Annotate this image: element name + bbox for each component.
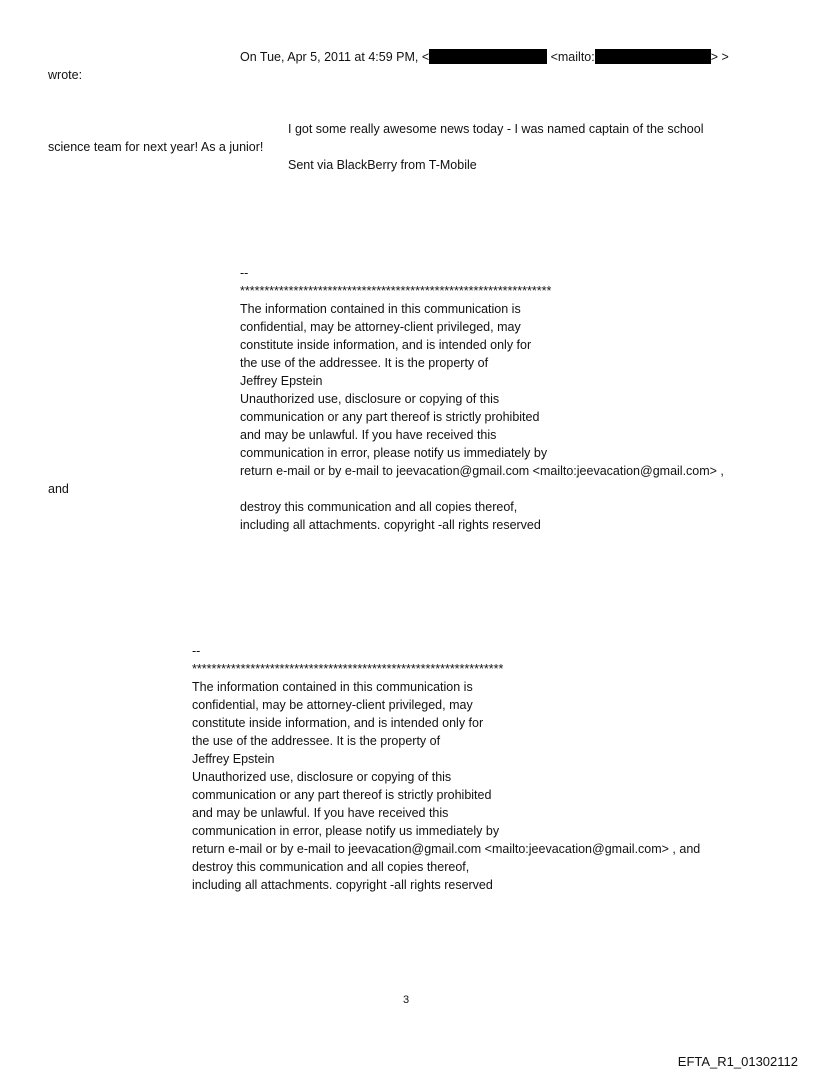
disclaimer-line: the use of the addressee. It is the property of — [240, 356, 489, 370]
disclaimer-line: return e-mail or by e-mail to jeevacation@gmail.com <mailto:jeevacation@gmail.com> , and — [192, 842, 701, 856]
disclaimer-line: communication in error, please notify us immediately by — [240, 446, 548, 460]
document-id: EFTA_R1_01302112 — [677, 1054, 798, 1069]
disclaimer-line: return e-mail or by e-mail to jeevacation@gmail.com <mailto:jeevacation@gmail.com> , — [240, 464, 724, 478]
disclaimer-line: constitute inside information, and is intended only for — [240, 338, 532, 352]
header-suffix: > > — [710, 50, 729, 64]
message-signature: Sent via BlackBerry from T-Mobile — [288, 158, 477, 172]
page-number: 3 — [403, 994, 410, 1006]
disclaimer-line: Jeffrey Epstein — [192, 752, 275, 766]
disclaimer-line: and may be unlawful. If you have received this — [240, 428, 497, 442]
disclaimer-line: destroy this communication and all copies thereof, — [192, 860, 470, 874]
disclaimer-line: confidential, may be attorney-client privileged, may — [240, 320, 521, 334]
redaction-bar — [429, 49, 547, 64]
disclaimer-wrap-and: and — [48, 482, 69, 496]
disclaimer-line: Jeffrey Epstein — [240, 374, 323, 388]
header-prefix: On Tue, Apr 5, 2011 at 4:59 PM, < — [240, 50, 430, 64]
disclaimer-line: destroy this communication and all copies thereof, — [240, 500, 518, 514]
message-line-2: science team for next year! As a junior! — [48, 140, 264, 154]
disclaimer-line: including all attachments. copyright -all rights reserved — [192, 878, 493, 892]
disclaimer-line: and may be unlawful. If you have received this — [192, 806, 449, 820]
disclaimer-block-1 — [240, 264, 724, 480]
disclaimer-line: Unauthorized use, disclosure or copying of this — [192, 770, 452, 784]
disclaimer-stars: **************************************************************** — [192, 662, 504, 676]
redaction-bar — [595, 49, 711, 64]
message-line-1: I got some really awesome news today - I was named captain of the school — [288, 122, 704, 136]
disclaimer-stars: **************************************************************** — [240, 284, 552, 298]
disclaimer-line: Unauthorized use, disclosure or copying of this — [240, 392, 500, 406]
disclaimer-line: confidential, may be attorney-client privileged, may — [192, 698, 473, 712]
disclaimer-line: communication or any part thereof is strictly prohibited — [240, 410, 540, 424]
disclaimer-line: communication in error, please notify us immediately by — [192, 824, 500, 838]
disclaimer-line: communication or any part thereof is strictly prohibited — [192, 788, 492, 802]
disclaimer-dashes: -- — [192, 644, 201, 658]
email-header — [240, 48, 729, 66]
disclaimer-dashes: -- — [240, 266, 249, 280]
disclaimer-line: the use of the addressee. It is the property of — [192, 734, 441, 748]
disclaimer-line: The information contained in this communication is — [240, 302, 521, 316]
disclaimer-line: including all attachments. copyright -all rights reserved — [240, 518, 541, 532]
header-mailto: <mailto: — [547, 50, 595, 64]
header-wrote: wrote: — [48, 68, 83, 82]
disclaimer-block-2 — [192, 642, 700, 894]
disclaimer-line: The information contained in this communication is — [192, 680, 473, 694]
disclaimer-block-1-tail — [240, 498, 541, 534]
disclaimer-line: constitute inside information, and is intended only for — [192, 716, 484, 730]
